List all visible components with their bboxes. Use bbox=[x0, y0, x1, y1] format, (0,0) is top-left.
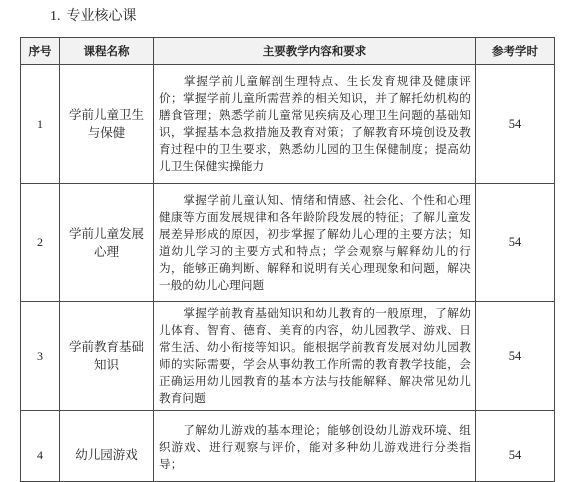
row-hours: 54 bbox=[476, 411, 555, 482]
table-row bbox=[21, 184, 555, 302]
row-content-cell bbox=[154, 411, 476, 482]
row-content-cell bbox=[154, 65, 476, 184]
header-hours: 参考学时 bbox=[476, 38, 555, 65]
table-row bbox=[21, 302, 555, 411]
section-title: 专业核心课 bbox=[66, 8, 137, 24]
table-row bbox=[21, 65, 555, 184]
row-course-name: 学前儿童卫生与保健 bbox=[60, 65, 154, 184]
row-course-name: 学前儿童发展心理 bbox=[60, 184, 154, 302]
row-content: 掌握学前教育基础知识和幼儿教育的一般原理，了解幼儿体育、智育、德育、美育的内容，幼儿园教学、游戏、日常生活、幼小衔接等知识。能根据学前教育发展对幼儿园教师的实际需要，学会从事幼教工作所需的教育教学技能，会正确运用幼儿园教育的基本方法与技能解释、解决常见幼儿教育问题 bbox=[159, 306, 471, 405]
header-content: 主要教学内容和要求 bbox=[154, 38, 476, 65]
section-heading bbox=[50, 7, 137, 26]
row-content-cell bbox=[154, 302, 476, 411]
table-row bbox=[21, 411, 555, 482]
row-seq: 2 bbox=[21, 184, 60, 302]
table-header-row bbox=[21, 38, 555, 65]
section-number: 1. bbox=[50, 9, 61, 24]
row-seq: 4 bbox=[21, 411, 60, 482]
core-course-table bbox=[20, 37, 555, 482]
header-course-name: 课程名称 bbox=[60, 38, 154, 65]
row-content-cell bbox=[154, 184, 476, 302]
header-seq: 序号 bbox=[21, 38, 60, 65]
row-seq: 3 bbox=[21, 302, 60, 411]
row-course-name: 学前教育基础知识 bbox=[60, 302, 154, 411]
row-content: 掌握学前儿童认知、情绪和情感、社会化、个性和心理健康等方面发展规律和各年龄阶段发展的特征；了解儿童发展差异形成的原因，初步掌握了解幼儿心理的主要方法；知道幼儿学习的主要方式和特点；学会观察与解释幼儿的行为，能够正确判断、解释和说明有关心理现象和问题，解决一般的幼儿心理问题 bbox=[159, 192, 471, 292]
row-hours: 54 bbox=[476, 184, 555, 302]
row-content: 掌握学前儿童解剖生理特点、生长发育规律及健康评价；掌握学前儿童所需营养的相关知识，并了解托幼机构的膳食管理；熟悉学前儿童常见疾病及心理卫生问题的基础知识，掌握基本急救措施及教育对策；了解教育环境创设及教育过程中的卫生要求，熟悉幼儿园的卫生保健制度；提高幼儿卫生保健实操能力 bbox=[159, 74, 471, 173]
row-content: 了解幼儿游戏的基本理论；能够创设幼儿游戏环境、组织游戏、进行观察与评价，能对多种幼儿游戏进行分类指导； bbox=[159, 422, 471, 471]
row-seq: 1 bbox=[21, 65, 60, 184]
row-hours: 54 bbox=[476, 302, 555, 411]
row-course-name: 幼儿园游戏 bbox=[60, 411, 154, 482]
row-hours: 54 bbox=[476, 65, 555, 184]
